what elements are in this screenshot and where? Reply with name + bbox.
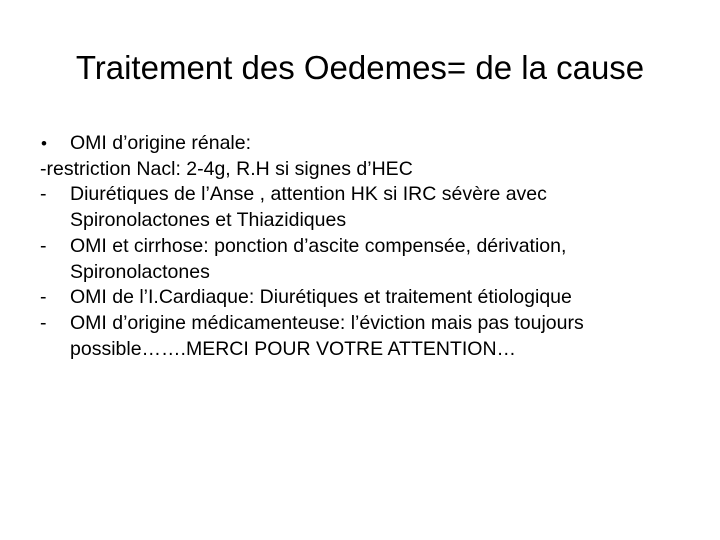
dash-item-continuation: Spironolactones: [70, 260, 210, 283]
dash-item-text: OMI d’origine médicamenteuse: l’éviction mais pas toujours: [70, 311, 584, 334]
dash-marker: -: [40, 183, 47, 206]
dash-item-text: Diurétiques de l’Anse , attention HK si IRC sévère avec: [70, 183, 547, 206]
dash-item-text: OMI de l’I.Cardiaque: Diurétiques et traitement étiologique: [70, 286, 572, 309]
bullet-text: OMI d’origine rénale:: [70, 132, 252, 154]
dash-item-medicamenteuse: [40, 311, 700, 337]
dash-marker: -: [40, 311, 47, 334]
dash-item-diuretiques: [40, 182, 700, 208]
bullet-item-renal: [40, 131, 700, 157]
dash-item-continuation: Spironolactones et Thiazidiques: [70, 209, 347, 232]
dash-item-continuation: possible…….MERCI POUR VOTRE ATTENTION…: [70, 337, 517, 360]
bullet-marker: •: [41, 134, 47, 153]
slide-content: [40, 131, 700, 362]
dash-item-text: OMI et cirrhose: ponction d’ascite compensée, dérivation,: [70, 234, 567, 257]
slide-title: Traitement des Oedemes= de la cause: [75, 49, 645, 86]
dash-marker: -: [40, 286, 47, 309]
plain-line-restriction: -restriction Nacl: 2-4g, R.H si signes d’HEC: [40, 157, 413, 180]
dash-marker: -: [40, 234, 47, 257]
dash-item-cirrhose: [40, 234, 700, 260]
dash-item-cardiaque: [40, 285, 700, 311]
